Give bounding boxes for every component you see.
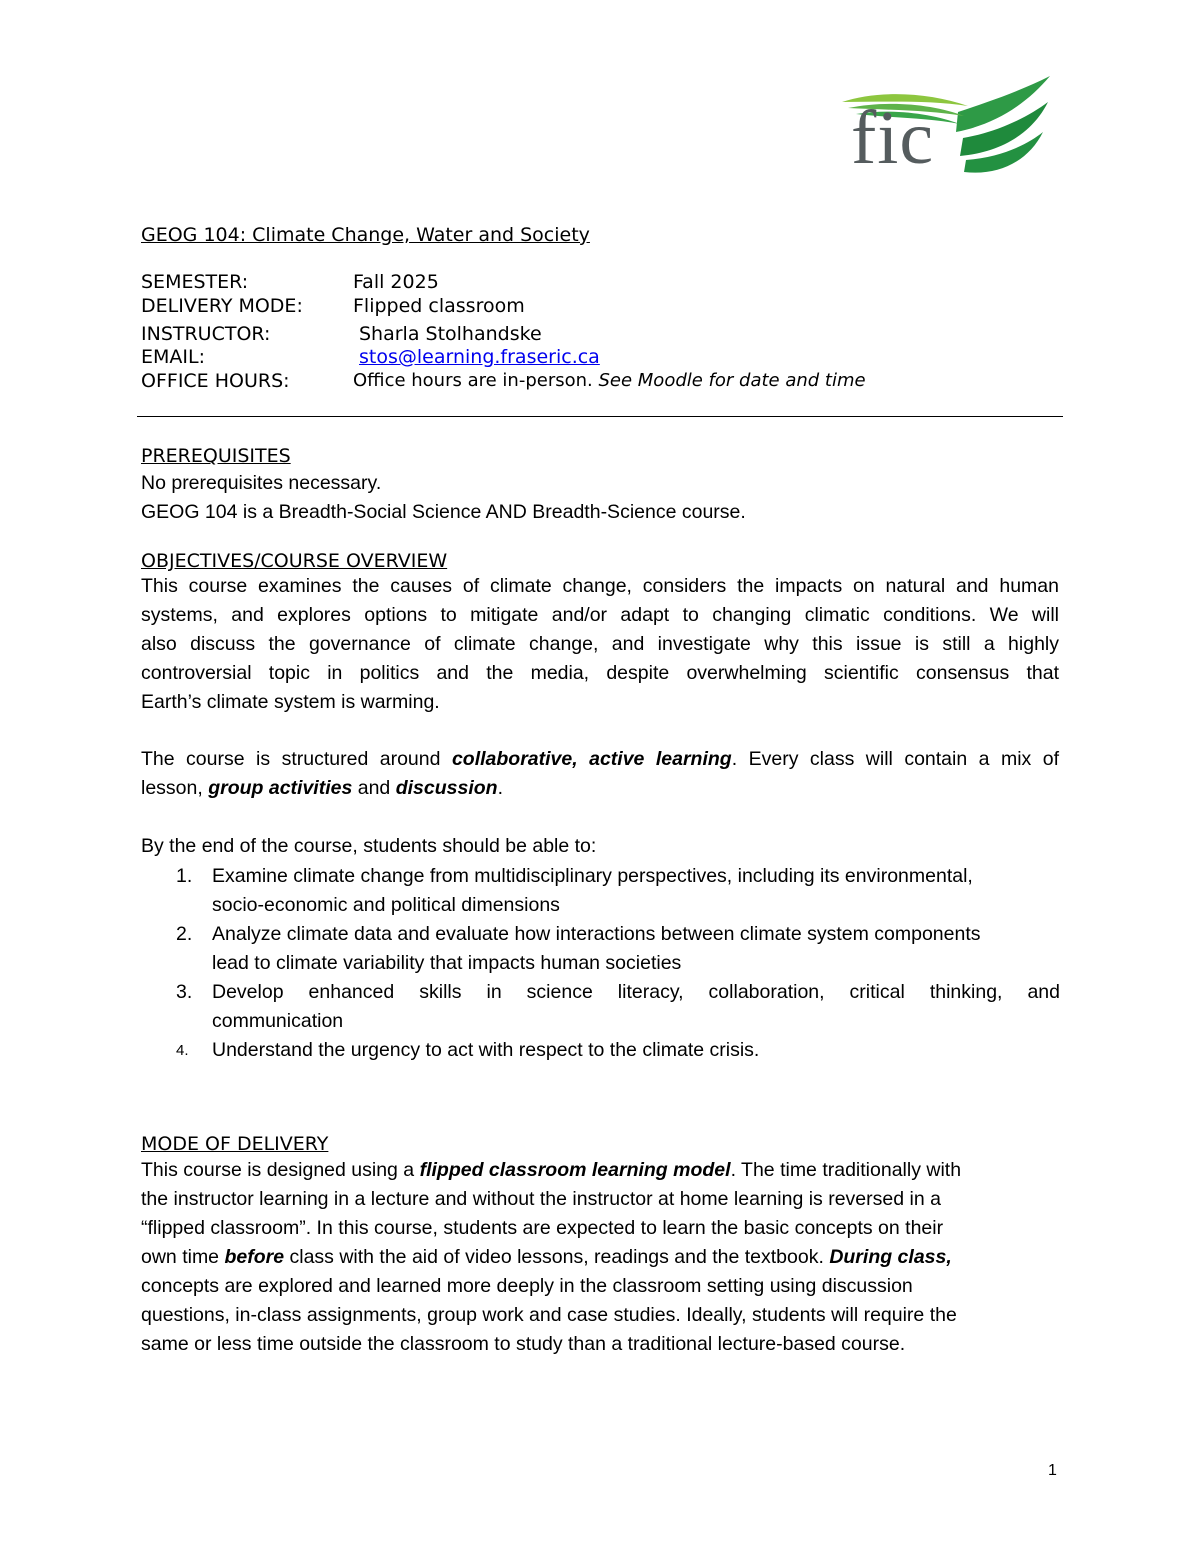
list-item (170, 1036, 1060, 1065)
mode-line (141, 1243, 961, 1272)
office-hours-text: Office hours are in-person. (353, 370, 599, 391)
delivery-mode-value: Flipped classroom (353, 295, 525, 317)
outcome-line: communication (212, 1010, 344, 1032)
mode-text: class with the aid of video lessons, readings and the textbook. (284, 1246, 830, 1268)
overview-line: This course examines the causes of climate change, considers the impacts on natural and human (141, 575, 1059, 597)
objectives-heading: OBJECTIVES/COURSE OVERVIEW (141, 550, 448, 572)
instructor-value: Sharla Stolhandske (359, 323, 542, 345)
outcome-line: Understand the urgency to act with respect to the climate crisis. (212, 1039, 760, 1061)
mode-emphasis: before (224, 1246, 285, 1268)
structure-paragraph (141, 745, 1059, 803)
fic-logo-text: fic (851, 96, 935, 180)
structure-text: lesson, (141, 777, 209, 799)
office-hours-note: See Moodle for date and time (598, 370, 866, 391)
list-number: 1. (176, 865, 193, 887)
mode-line: concepts are explored and learned more deeply in the classroom setting using discussion (141, 1275, 913, 1297)
mode-line (141, 1156, 961, 1185)
mode-line: the instructor learning in a lecture and without the instructor at home learning is reversed in a (141, 1188, 941, 1210)
email-link[interactable]: stos@learning.fraseric.ca (359, 346, 600, 368)
structure-line (141, 774, 1059, 803)
structure-text: . (497, 777, 503, 799)
prerequisites-text (141, 469, 746, 527)
list-number: 3. (176, 981, 193, 1003)
overview-line: also discuss the governance of climate change, and investigate why this issue is still a highly (141, 633, 1059, 655)
outcome-line: socio-economic and political dimensions (212, 894, 560, 916)
prerequisites-line: GEOG 104 is a Breadth-Social Science AND Breadth-Science course. (141, 501, 746, 523)
outcome-line: Develop enhanced skills in science literacy, collaboration, critical thinking, and (212, 981, 1060, 1003)
outcome-line: lead to climate variability that impacts human societies (212, 952, 682, 974)
overview-line: systems, and explores options to mitigate and/or adapt to changing climatic conditions. We will (141, 604, 1059, 626)
delivery-mode-label: DELIVERY MODE: (141, 295, 303, 317)
list-item (170, 862, 1060, 920)
list-item (170, 978, 1060, 1036)
mode-line: same or less time outside the classroom to study than a traditional lecture-based course. (141, 1333, 906, 1355)
structure-line (141, 745, 1059, 774)
structure-text: and (352, 777, 396, 799)
page-number: 1 (1048, 1462, 1057, 1479)
mode-text: own time (141, 1246, 225, 1268)
structure-emphasis: collaborative, active learning (451, 748, 732, 770)
structure-emphasis: group activities (208, 777, 353, 799)
email-label: EMAIL: (141, 346, 205, 368)
list-item (170, 920, 1060, 978)
mode-text: . The time traditionally with (730, 1159, 962, 1181)
list-number: 2. (176, 923, 193, 945)
structure-text: . Every class will contain a mix of (731, 748, 1060, 770)
outcome-line: Examine climate change from multidisciplinary perspectives, including its environmental, (212, 865, 973, 887)
structure-emphasis: discussion (395, 777, 498, 799)
structure-text: The course is structured around (141, 748, 452, 770)
instructor-label: INSTRUCTOR: (141, 323, 271, 345)
outcomes-list (170, 862, 1060, 1065)
office-hours-value (353, 370, 866, 391)
mode-line: “flipped classroom”. In this course, students are expected to learn the basic concepts on their (141, 1217, 944, 1239)
overview-paragraph (141, 572, 1059, 717)
outcome-line: Analyze climate data and evaluate how interactions between climate system components (212, 923, 981, 945)
mode-of-delivery-heading: MODE OF DELIVERY (141, 1133, 329, 1155)
mode-of-delivery-paragraph (141, 1156, 961, 1359)
semester-value: Fall 2025 (353, 271, 439, 293)
semester-label: SEMESTER: (141, 271, 249, 293)
mode-text: This course is designed using a (141, 1159, 420, 1181)
mode-emphasis: During class, (829, 1246, 952, 1268)
course-title: GEOG 104: Climate Change, Water and Society (141, 224, 590, 246)
mode-emphasis: flipped classroom learning model (419, 1159, 731, 1181)
overview-line: Earth’s climate system is warming. (141, 691, 440, 713)
list-number: 4. (176, 1042, 189, 1059)
prerequisites-line: No prerequisites necessary. (141, 472, 382, 494)
mode-line: questions, in-class assignments, group work and case studies. Ideally, students will require the (141, 1304, 957, 1326)
prerequisites-heading: PREREQUISITES (141, 445, 291, 467)
header-divider (137, 416, 1063, 417)
outcomes-intro: By the end of the course, students should be able to: (141, 835, 597, 857)
overview-line: controversial topic in politics and the media, despite overwhelming scientific consensus that (141, 662, 1059, 684)
office-hours-label: OFFICE HOURS: (141, 370, 290, 392)
